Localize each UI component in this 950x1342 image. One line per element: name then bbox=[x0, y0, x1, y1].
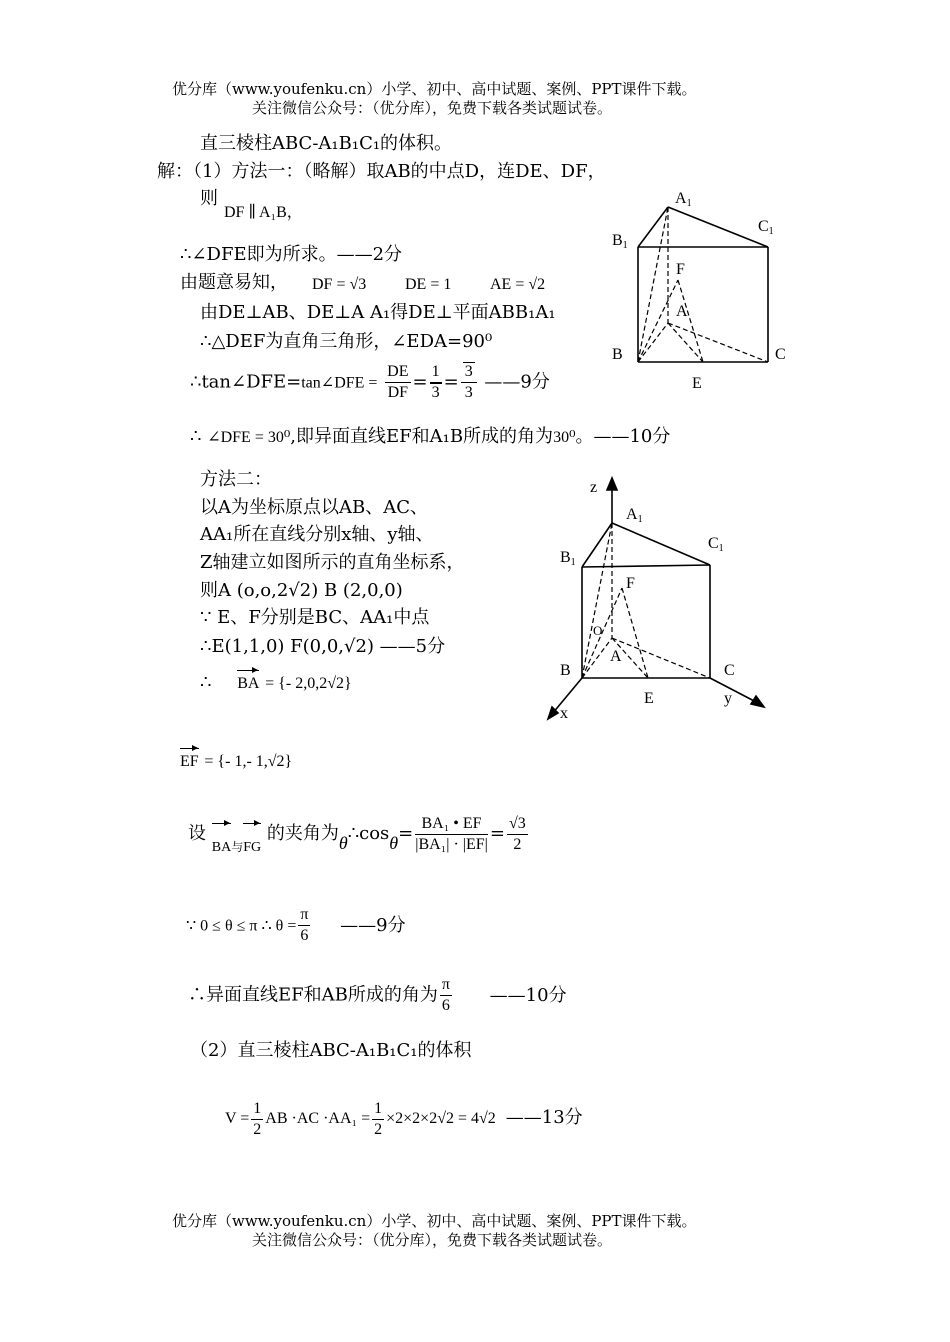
half-2 bbox=[372, 1099, 384, 1140]
v-prefix: V = bbox=[225, 1110, 250, 1127]
pi-num-2: π bbox=[440, 975, 452, 996]
ba-value: = {- 2,0,2√2} bbox=[265, 675, 352, 692]
method2-l1: 以A为坐标原点以AB、AC、 bbox=[200, 497, 428, 518]
label-a: A bbox=[676, 303, 688, 320]
label2-a1: A1 bbox=[626, 506, 643, 525]
pi-den-2: 6 bbox=[441, 997, 450, 1014]
edge-b1-a1 bbox=[638, 207, 668, 247]
conclusion-line bbox=[188, 975, 567, 1025]
set-prefix: 设 bbox=[188, 823, 206, 844]
edge2-a-c bbox=[612, 638, 710, 678]
ef-value: = {- 1,- 1,√2} bbox=[204, 753, 293, 770]
cos-numerator: BA₁ • EF bbox=[415, 814, 488, 835]
therefore-2: ∴ bbox=[200, 672, 212, 693]
angle-sought: ∴∠DFE即为所求。——2分 bbox=[180, 244, 403, 265]
intro-prism-volume: 直三棱柱ABC-A₁B₁C₁的体积。 bbox=[200, 133, 453, 154]
label2-z: z bbox=[590, 479, 598, 496]
method2-l2: AA₁所在直线分别x轴、y轴、 bbox=[200, 524, 434, 545]
theta-2: θ bbox=[389, 833, 399, 853]
edge-a-e bbox=[668, 323, 703, 362]
range-expr: ∵ 0 ≤ θ ≤ π ∴ θ = bbox=[186, 917, 297, 935]
method2-l3: Z轴建立如图所示的直角坐标系， bbox=[200, 552, 465, 573]
label2-c: C bbox=[724, 662, 735, 679]
footer-line-2: 关注微信公众号：（优分库），免费下载各类试题试卷。 bbox=[252, 1231, 613, 1249]
label-b1: B1 bbox=[612, 232, 628, 251]
cos-denominator: |BA₁| · |EF| bbox=[415, 835, 488, 853]
ba-vector: BA bbox=[237, 673, 259, 695]
and-label: 与 bbox=[231, 840, 244, 854]
tan-equation: ∴tan∠DFE=tan∠DFE = $\frac{DE}{DF}$ = $\frac{1}{3}$ = $\frac{3}{3}$ ——9分 bbox=[190, 363, 550, 401]
edge2-b-a bbox=[582, 638, 612, 678]
score-13: ——13分 bbox=[505, 1107, 583, 1128]
cos-result-den: 2 bbox=[513, 835, 522, 853]
cos-fraction bbox=[415, 814, 488, 855]
edge-b-f bbox=[638, 280, 678, 362]
pi-over-6 bbox=[298, 905, 310, 946]
edge-a1-c1 bbox=[668, 207, 768, 247]
method2-title: 方法二： bbox=[200, 469, 272, 490]
half-2-den: 2 bbox=[374, 1120, 383, 1138]
label-f: F bbox=[676, 261, 685, 278]
tan-prefix: ∴tan∠DFE= bbox=[190, 371, 302, 393]
cos-result-fraction bbox=[507, 814, 528, 855]
df-parallel-a1b: DF ∥ A₁B， bbox=[224, 204, 303, 221]
tan-expr: tan∠DFE = bbox=[301, 374, 378, 392]
fg-vector: FG bbox=[243, 826, 261, 870]
footer-line-1: 优分库（www.youfenku.cn）小学、初中、高中试题、案例、PPT课件下载。 bbox=[172, 1212, 697, 1230]
label-c: C bbox=[775, 346, 786, 363]
cos-result-num: √3 bbox=[507, 814, 528, 835]
part2-title: （2）直三棱柱ABC-A₁B₁C₁的体积 bbox=[190, 1040, 472, 1061]
angle-result-text: ,即异面直线EF和A₁B所成的角为 bbox=[290, 426, 554, 447]
theta-1: θ bbox=[338, 833, 348, 853]
v-mid: AB ·AC ·AA₁ = bbox=[265, 1110, 371, 1127]
label-a1: A1 bbox=[675, 190, 692, 209]
label2-b: B bbox=[560, 662, 571, 679]
y-arrow bbox=[751, 696, 764, 707]
de-value: DE = 1 bbox=[405, 276, 452, 293]
angle-dfe-30: ∠DFE = 30⁰ bbox=[207, 429, 291, 446]
edge-b-a1 bbox=[638, 207, 668, 362]
method2-l4: 则A (o,o,2√2) B (2,0,0) bbox=[200, 580, 403, 601]
range-line bbox=[186, 905, 406, 955]
label2-c1: C1 bbox=[708, 535, 724, 554]
ef-vector-line bbox=[180, 750, 292, 773]
conclusion-text: ∴异面直线EF和AB所成的角为 bbox=[188, 984, 438, 1006]
frac-1-sqrt3: $\frac{1}{3}$ bbox=[431, 363, 440, 401]
prism-figure-1 bbox=[600, 185, 800, 395]
v-tail: ×2×2×2√2 = 4√2 bbox=[386, 1110, 496, 1127]
edge-b-a bbox=[638, 323, 668, 362]
df-value: DF = √3 bbox=[312, 276, 367, 293]
label-e: E bbox=[692, 375, 702, 392]
cos-equation: 设 $BA_与FG$ 的夹角为θ∴cosθ= $\frac{\text{BA₁ • EF}}{\text{|BA₁| · |EF|}}$ = $\frac{√3}{2}$ bbox=[188, 812, 530, 872]
edge-f-e bbox=[678, 280, 703, 362]
y-axis bbox=[710, 678, 758, 703]
therefore: ∴ bbox=[190, 426, 202, 447]
label2-f: F bbox=[626, 575, 635, 592]
edge2-a1-c1 bbox=[612, 523, 710, 565]
tan-score: ——9分 bbox=[484, 371, 550, 393]
half-2-num: 1 bbox=[372, 1099, 384, 1120]
ba-vector-line bbox=[200, 672, 352, 695]
angle-result-score: 。——10分 bbox=[575, 426, 671, 447]
edge-a-c bbox=[668, 323, 768, 362]
score-9: ——9分 bbox=[340, 914, 406, 936]
z-arrow bbox=[607, 478, 617, 490]
angle-30: 30⁰ bbox=[553, 429, 576, 446]
frac-de-df: $\frac{DE}{DF}$ bbox=[387, 363, 409, 401]
header-line-1: 优分库（www.youfenku.cn）小学、初中、高中试题、案例、PPT课件下载。 bbox=[172, 80, 697, 98]
pi-over-6-2 bbox=[440, 975, 452, 1016]
label2-x: x bbox=[560, 705, 568, 722]
label2-a: A bbox=[610, 648, 622, 665]
known-prefix: 由题意易知， bbox=[180, 272, 288, 293]
label2-e: E bbox=[644, 690, 654, 707]
edge2-b1-a1 bbox=[582, 523, 612, 567]
frac-sqrt3-3: $\frac{3}{3}$ bbox=[461, 362, 477, 403]
right-triangle-line: ∴△DEF为直角三角形，∠EDA=90⁰ bbox=[200, 331, 493, 352]
label2-y: y bbox=[724, 690, 732, 707]
ba-vector-2: BA bbox=[212, 826, 231, 870]
score-10: ——10分 bbox=[489, 984, 567, 1006]
label-b: B bbox=[612, 346, 623, 363]
label2-b1: B1 bbox=[560, 549, 576, 568]
method2-l6: ∴E(1,1,0) F(0,0,√2) ——5分 bbox=[200, 636, 446, 657]
method2-l5: ∵ E、F分别是BC、AA₁中点 bbox=[200, 607, 430, 628]
half-1 bbox=[251, 1099, 263, 1140]
header-line-2: 关注微信公众号：（优分库），免费下载各类试题试卷。 bbox=[252, 99, 613, 117]
label-c1: C1 bbox=[758, 218, 774, 237]
prism-figure-2 bbox=[540, 470, 770, 730]
edge2-f-e bbox=[622, 588, 648, 678]
pi-den: 6 bbox=[300, 927, 309, 944]
label2-o: O bbox=[593, 623, 603, 638]
ef-vector: EF bbox=[180, 751, 199, 773]
set-suffix: 的夹角为 bbox=[266, 823, 339, 844]
cos-text: ∴cos bbox=[347, 823, 390, 844]
edge2-b1-c1 bbox=[582, 565, 710, 567]
perpendicular-line: 由DE⊥AB、DE⊥A A₁得DE⊥平面ABB₁A₁ bbox=[200, 302, 556, 323]
then-label: 则 bbox=[200, 188, 218, 209]
angle-result bbox=[190, 426, 670, 449]
method1-line1: 解：（1）方法一：（略解）取AB的中点D，连DE、DF， bbox=[157, 161, 606, 182]
half-1-num: 1 bbox=[251, 1099, 263, 1120]
half-1-den: 2 bbox=[253, 1120, 262, 1138]
volume-equation bbox=[225, 1096, 583, 1146]
ae-value: AE = √2 bbox=[490, 276, 546, 293]
pi-num: π bbox=[298, 905, 310, 926]
